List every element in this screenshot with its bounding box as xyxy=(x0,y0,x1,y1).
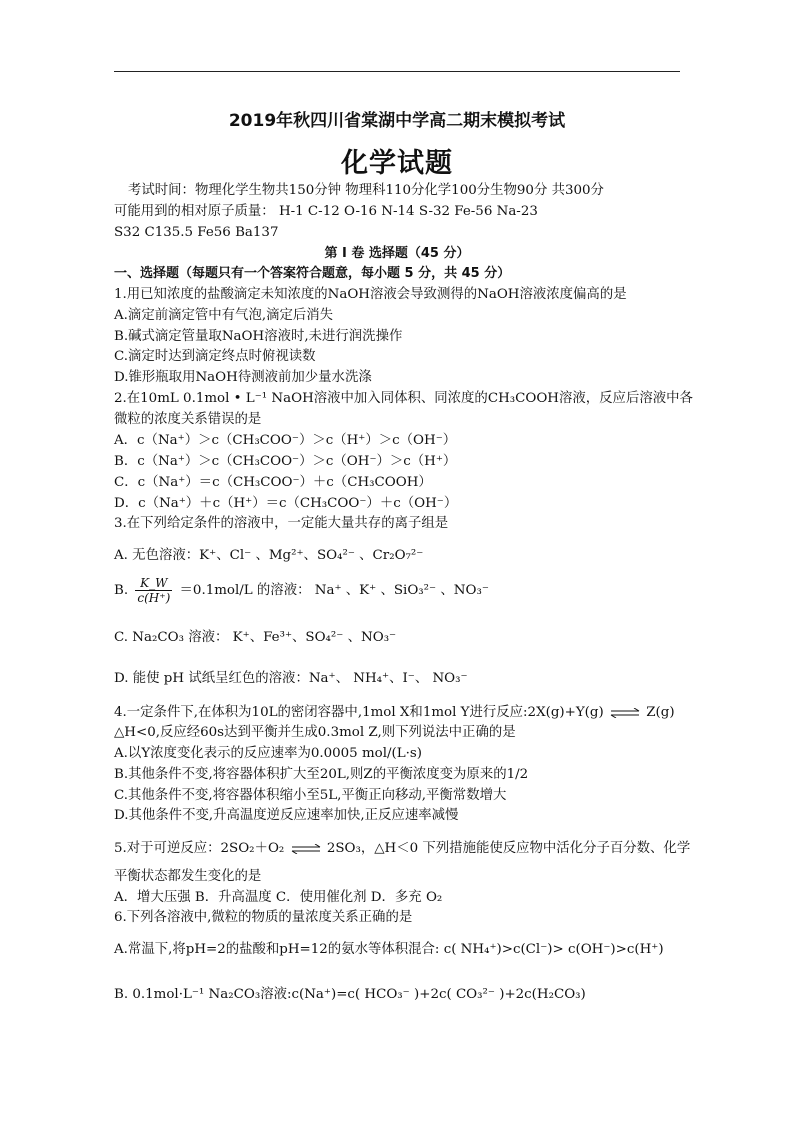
q6-stem: 6.下列各溶液中,微粒的物质的量浓度关系正确的是 xyxy=(114,910,413,925)
q1-option-b: B.碱式滴定管量取NaOH溶液时,未进行润洗操作 xyxy=(114,329,403,344)
q3-option-b-text: ＝0.1mol/L 的溶液： Na⁺ 、K⁺ 、SiO₃²⁻ 、NO₃⁻ xyxy=(179,583,489,598)
subject-title: 化学试题 xyxy=(341,148,453,179)
q4-option-a: A.以Y浓度变化表示的反应速率为0.0005 mol/(L·s) xyxy=(114,746,422,761)
q1-option-a: A.滴定前滴定管中有气泡,滴定后消失 xyxy=(114,308,334,323)
q5-stem-line-1 xyxy=(114,840,690,858)
q2-option-c: C．c（Na⁺）＝c（CH₃COO⁻）＋c（CH₃COOH） xyxy=(114,475,432,490)
exam-time-info: 考试时间：物理化学生物共150分钟 物理科110分化学100分生物90分 共300分 xyxy=(128,183,604,198)
q2-option-b: B．c（Na⁺）＞c（CH₃COO⁻）＞c（OH⁻）＞c（H⁺） xyxy=(114,454,457,469)
exam-title: 2019年秋四川省棠湖中学高二期末模拟考试 xyxy=(228,111,566,131)
q3-option-b xyxy=(114,576,489,606)
q5-options: A．增大压强 B．升高温度 C．使用催化剂 D．多充 O₂ xyxy=(114,890,443,905)
q3-option-b-label: B. xyxy=(114,583,129,598)
q1-option-c: C.滴定时达到滴定终点时俯视读数 xyxy=(114,349,316,364)
q4-option-b: B.其他条件不变,将容器体积扩大至20L,则Z的平衡浓度变为原来的1/2 xyxy=(114,767,529,782)
q5-stem-reactants: 5.对于可逆反应：2SO₂＋O₂ xyxy=(114,841,285,856)
q1-stem: 1.用已知浓度的盐酸滴定未知浓度的NaOH溶液会导致测得的NaOH溶液浓度偏高的是 xyxy=(114,287,627,302)
q3-stem: 3.在下列给定条件的溶液中，一定能大量共存的离子组是 xyxy=(114,516,449,531)
q2-stem-line-1: 2.在10mL 0.1mol • L⁻¹ NaOH溶液中加入同体积、同浓度的CH₃COOH溶液，反应后溶液中各 xyxy=(114,391,693,406)
equilibrium-arrow-icon xyxy=(291,844,321,854)
q3-option-c: C. Na₂CO₃ 溶液： K⁺、Fe³⁺、SO₄²⁻ 、NO₃⁻ xyxy=(114,630,397,645)
q2-option-a: A．c（Na⁺）＞c（CH₃COO⁻）＞c（H⁺）＞c（OH⁻） xyxy=(114,433,457,448)
q4-option-c: C.其他条件不变,将容器体积缩小至5L,平衡正向移动,平衡常数增大 xyxy=(114,788,507,803)
q4-stem-line-1 xyxy=(114,704,675,722)
q4-stem-product: Z(g) xyxy=(646,705,675,720)
q2-option-d: D．c（Na⁺）＋c（H⁺）＝c（CH₃COO⁻）＋c（OH⁻） xyxy=(114,496,458,511)
q4-stem-line-2: △H<0,反应经60s达到平衡并生成0.3mol Z,则下列说法中正确的是 xyxy=(114,725,516,740)
q2-stem-line-2: 微粒的浓度关系错误的是 xyxy=(114,412,262,427)
q1-option-d: D.锥形瓶取用NaOH待测液前加少量水洗涤 xyxy=(114,370,372,385)
section-header: 第 I 卷 选择题（45 分） xyxy=(324,246,470,261)
q5-stem-line-2: 平衡状态都发生变化的是 xyxy=(114,869,262,884)
part-one-heading: 一、选择题（每题只有一个答案符合题意，每小题 5 分，共 45 分） xyxy=(114,266,511,281)
kw-denominator: c(H⁺) xyxy=(137,591,171,605)
header-rule xyxy=(114,71,680,72)
q3-option-d: D. 能使 pH 试纸呈红色的溶液：Na⁺、 NH₄⁺、I⁻、 NO₃⁻ xyxy=(114,671,468,686)
q4-stem-reactants: 4.一定条件下,在体积为10L的密闭容器中,1mol X和1mol Y进行反应:2X(g)+Y(g) xyxy=(114,705,604,720)
atomic-mass-line-2: S32 C135.5 Fe56 Ba137 xyxy=(114,225,279,240)
q5-stem-rest: 2SO₃，△H＜0 下列措施能使反应物中活化分子百分数、化学 xyxy=(326,841,691,856)
atomic-mass-line-1: 可能用到的相对原子质量： H-1 C-12 O-16 N-14 S-32 Fe-56 Na-23 xyxy=(114,204,538,219)
q6-option-a: A.常温下,将pH=2的盐酸和pH=12的氨水等体积混合: c( NH₄⁺)>c(Cl⁻)> c(OH⁻)>c(H⁺) xyxy=(114,942,664,957)
q6-option-b: B. 0.1mol·L⁻¹ Na₂CO₃溶液:c(Na⁺)=c( HCO₃⁻ )+2c( CO₃²⁻ )+2c(H₂CO₃) xyxy=(114,987,586,1002)
kw-numerator: K_W xyxy=(135,576,172,591)
q3-option-a: A. 无色溶液：K⁺、Cl⁻ 、Mg²⁺、SO₄²⁻ 、Cr₂O₇²⁻ xyxy=(114,548,424,563)
kw-fraction xyxy=(135,576,172,605)
q4-option-d: D.其他条件不变,升高温度逆反应速率加快,正反应速率减慢 xyxy=(114,808,459,823)
equilibrium-arrow-icon xyxy=(610,708,640,718)
